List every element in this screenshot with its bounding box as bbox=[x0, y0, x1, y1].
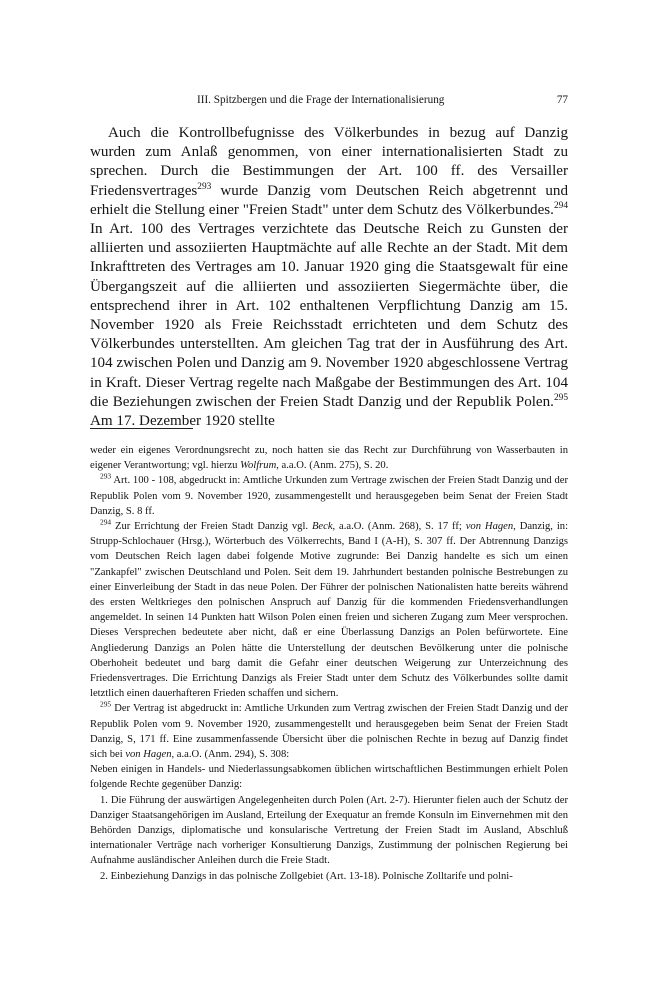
footnote-text: Zur Errichtung der Freien Stadt Danzig vgl. bbox=[111, 521, 312, 533]
footnote-number: 293 bbox=[100, 471, 112, 481]
footnote-continued bbox=[90, 443, 568, 473]
body-text-run: In Art. 100 des Vertrages verzichtete das Deutsche Reich zu Gunsten der alliierten und assoziierten Hauptmächte auf alle Rechte an der Stadt. Mit dem Inkrafttreten des Vertrages am 10. Januar 1920 ging die Staatsgewalt für eine Übergangszeit auf die alliierten und assoziierten Siegermächte über, die entsprechend ihrer in Art. 102 enthaltenen Verpflichtung Danzig am 15. November 1920 als Freie Reichsstadt errichteten und dem Schutz des Völkerbundes unterstellten. Am gleichen Tag trat der in Ausführung des Art. 104 zwischen Polen und Danzig am 9. November 1920 abgeschlossene Vertrag in Kraft. Dieser Vertrag regelte nach Maßgabe der Bestimmungen des Art. 104 die Beziehungen zwischen der Freien Stadt Danzig und der Republik Polen. bbox=[90, 221, 568, 410]
footnote-295 bbox=[90, 701, 568, 762]
footnote-text: , a.a.O. (Anm. 268), S. 17 ff; bbox=[332, 521, 466, 533]
footnote-text: weder ein eigenes Verordnungsrecht zu, noch hatten sie das Recht zur Durchführung von Wasserbauten in eigener Verantwortung; vgl. hierzu bbox=[90, 445, 568, 472]
body-text-run: wurde Danzig vom Deutschen Reich abgetrennt und erhielt die Stellung einer "Freien Stadt" unter dem Schutz des Völkerbundes. bbox=[90, 182, 568, 218]
body-paragraph bbox=[90, 124, 568, 431]
footnote-list-item-2: 2. Einbeziehung Danzigs in das polnische Zollgebiet (Art. 13-18). Polnische Zolltarife und polni- bbox=[100, 870, 513, 882]
footnote-text: Der Vertrag ist abgedruckt in: Amtliche Urkunden zum Vertrag zwischen der Freien Stadt Danzig und der Republik Polen vom 9. November 1920, zusammengestellt und herausgegeben beim Senat der Freien Stadt Danzig, S, 171 ff. Eine zusammenfassende Übersicht über die polnischen Rechte in bezug auf Danzig findet sich bei bbox=[90, 703, 568, 761]
body-text-run: Auch die Kontrollbefugnisse des Völkerbundes in bezug auf Danzig wurden zum Anlaß genommen, von einer internationalisierten Stadt zu sprechen. Durch die Bestimmungen der Art. 100 ff. des Versailler Friedensvertrages bbox=[90, 125, 568, 199]
footnotes bbox=[90, 443, 568, 884]
footnote-293 bbox=[90, 473, 568, 519]
footnote-text: , Danzig, in: Strupp-Schlochauer (Hrsg.), Wörterbuch des Völkerrechts, Band I (A-H), S. 307 ff. Der Abtrennung Danzigs vom Deutschen Reich lagen dabei folgende Motive zugrunde: Bei Danzig handelte es sich um einen "Zankapfel" zwischen Deutschland und Polen. Seit dem 19. Jahrhundert bestanden polnische Bestrebungen zu einer Einverleibung der Stadt in das neue Polen. Der Führer der polnischen Nationalisten hatte bereits während des ersten Weltkrieges den polnischen Anspruch auf Danzig für die kommenden Friedensverhandlungen angemeldet. In seinen 14 Punkten hatt Wilson Polen einen freien und sicheren Zugang zum Meer versprochen. Dieses Versprechen bedeutete aber nicht, daß er eine Überlassung Danzigs an Polen befürwortete. Eine Angliederung Danzigs an Polen hätte die Unterstellung der deutschen Bevölkerung unter die polnische Oberhoheit bedeutet und barg damit die Gefahr einer deutschen Weigerung zur Unterzeichnung des Friedensvertrages. Die Errichtung Danzigs als Freier Stadt unter dem Schutz des Völkerbundes sollte damit letztlich einen dauerhafteren Frieden schaffen und sichern. bbox=[90, 521, 569, 700]
footnote-ref-294: 294 bbox=[553, 200, 568, 211]
footnote-text: , a.a.O. (Anm. 275), S. 20. bbox=[276, 460, 389, 472]
author-name: von Hagen bbox=[125, 749, 172, 761]
running-title: III. Spitzbergen und die Frage der Internationalisierung bbox=[197, 94, 445, 106]
author-name: von Hagen bbox=[465, 521, 514, 533]
footnote-294 bbox=[90, 519, 568, 701]
running-header bbox=[90, 94, 568, 110]
footnote-separator bbox=[90, 428, 193, 429]
footnote-number: 294 bbox=[100, 517, 112, 527]
footnote-295-continuation: Neben einigen in Handels- und Niederlassungsabkomen üblichen wirtschaftlichen Bestimmungen erhielt Polen folgende Rechte gegenüber Danzig: bbox=[90, 764, 568, 791]
page-number: 77 bbox=[556, 94, 568, 106]
author-name: Beck bbox=[311, 521, 333, 533]
footnote-ref-295: 295 bbox=[553, 392, 568, 403]
body-text-run: Am 17. Dezember 1920 stellte bbox=[90, 413, 275, 430]
footnote-text: , a.a.O. (Anm. 294), S. 308: bbox=[171, 749, 290, 761]
body-text bbox=[90, 124, 568, 431]
footnote-list-item-1: 1. Die Führung der auswärtigen Angelegenheiten durch Polen (Art. 2-7). Hierunter fielen auch der Schutz der Danziger Staatsangehörigen im Ausland, Erteilung der Exequatur an fremde Konsuln im Einvernehmen mit den Behörden Danzigs, diplomatische und konsularische Vertretung der Freien Stadt im Ausland, Abschluß internationaler Verträge nach vorheriger Konsultierung Danzigs, Zustimmung der polnischen Regierung bei Aufnahme ausländischer Anleihen durch die Freie Stadt. bbox=[90, 794, 568, 867]
footnote-ref-293: 293 bbox=[197, 181, 212, 192]
author-name: Wolfrum bbox=[240, 460, 277, 472]
footnote-number: 295 bbox=[100, 699, 112, 709]
footnote-text: Art. 100 - 108, abgedruckt in: Amtliche Urkunden zum Vertrage zwischen der Freien Stadt Danzig und der Republik Polen vom 9. November 1920, zusammengestellt und herausgegeben beim Senat der Freien Stadt Danzig, S. 8 ff. bbox=[90, 475, 568, 517]
